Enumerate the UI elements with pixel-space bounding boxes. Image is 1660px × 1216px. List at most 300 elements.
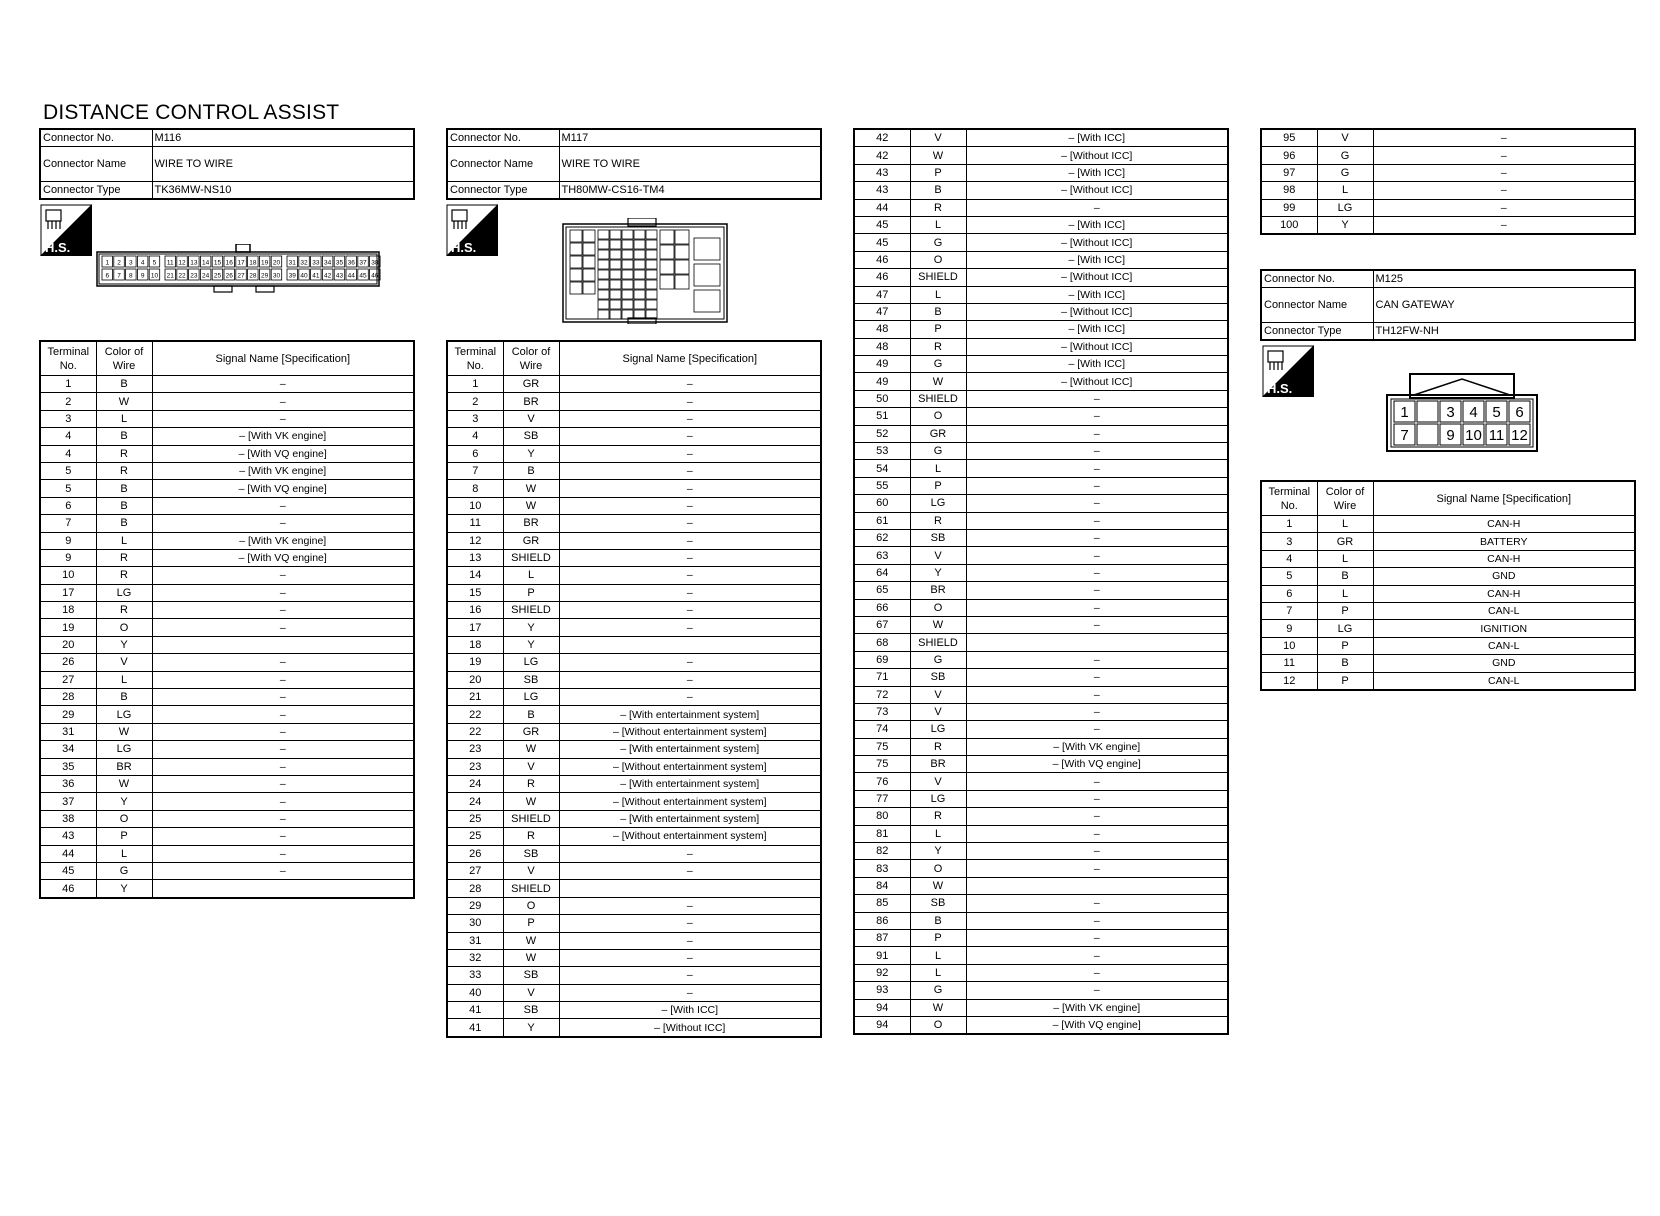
pin-number: 43 [335, 272, 344, 280]
table-row [854, 251, 1228, 268]
terminal-cell: 3 [40, 410, 96, 427]
signal-header: Signal Name [Specification] [152, 341, 414, 376]
signal-cell: – [966, 808, 1228, 825]
signal-cell [152, 880, 414, 898]
wire-color-cell: W [503, 793, 559, 810]
signal-cell: CAN-H [1373, 585, 1635, 602]
signal-cell: – [559, 410, 821, 427]
wire-color-cell: L [1317, 550, 1373, 567]
signal-cell: – [With VK engine] [152, 428, 414, 445]
table-row [854, 616, 1228, 633]
connector-no-label: Connector No. [40, 129, 152, 147]
terminal-cell: 7 [447, 462, 503, 479]
wire-color-cell: R [96, 462, 152, 479]
signal-cell: – [With ICC] [966, 251, 1228, 268]
signal-cell: – [152, 584, 414, 601]
table-row [854, 129, 1228, 147]
terminal-cell: 18 [40, 602, 96, 619]
table-row [447, 915, 821, 932]
wire-color-cell: Y [96, 793, 152, 810]
wire-color-cell: P [910, 477, 966, 494]
terminal-cell: 29 [40, 706, 96, 723]
wire-color-cell: P [1317, 602, 1373, 619]
color-header: Color of Wire [503, 341, 559, 376]
terminal-cell: 53 [854, 443, 910, 460]
wire-color-cell: R [910, 338, 966, 355]
signal-cell: GND [1373, 568, 1635, 585]
signal-cell: – [With ICC] [966, 164, 1228, 181]
wire-color-cell: V [910, 547, 966, 564]
terminal-cell: 19 [40, 619, 96, 636]
terminal-cell: 20 [40, 636, 96, 653]
color-header: Color of Wire [96, 341, 152, 376]
signal-cell: – [966, 773, 1228, 790]
terminal-cell: 94 [854, 1016, 910, 1034]
wire-color-cell: L [1317, 182, 1373, 199]
table-row [854, 773, 1228, 790]
table-row [854, 947, 1228, 964]
wire-color-cell: V [503, 862, 559, 879]
terminal-cell: 94 [854, 999, 910, 1016]
table-row [40, 775, 414, 792]
table-row [40, 619, 414, 636]
terminal-cell: 52 [854, 425, 910, 442]
table-row [854, 321, 1228, 338]
pin-number: 6 [105, 272, 110, 280]
terminal-cell: 23 [447, 758, 503, 775]
wire-color-cell: R [96, 602, 152, 619]
wire-color-cell: V [910, 773, 966, 790]
terminal-cell: 84 [854, 877, 910, 894]
terminal-cell: 73 [854, 703, 910, 720]
wire-color-cell: Y [503, 1019, 559, 1037]
signal-cell: – [With VQ engine] [966, 756, 1228, 773]
pin-number: 13 [190, 259, 198, 267]
terminal-cell: 9 [40, 532, 96, 549]
signal-cell: – [966, 651, 1228, 668]
wire-color-cell: SB [503, 845, 559, 862]
terminal-cell: 95 [1261, 129, 1317, 147]
terminal-cell: 6 [40, 497, 96, 514]
table-row [854, 373, 1228, 390]
signal-cell: – [966, 460, 1228, 477]
signal-cell: – [152, 602, 414, 619]
table-row [447, 515, 821, 532]
connector-pin [598, 300, 609, 309]
pin-number: 45 [359, 272, 367, 280]
terminal-cell: 44 [40, 845, 96, 862]
table-row [854, 303, 1228, 320]
terminal-cell: 74 [854, 721, 910, 738]
signal-cell: – [559, 862, 821, 879]
terminal-cell: 2 [447, 393, 503, 410]
wire-color-cell: G [1317, 164, 1373, 181]
terminal-cell: 4 [40, 428, 96, 445]
terminal-cell: 35 [40, 758, 96, 775]
signal-cell: – [With VQ engine] [966, 1016, 1228, 1034]
terminal-cell: 86 [854, 912, 910, 929]
table-row [40, 689, 414, 706]
terminal-cell: 34 [40, 741, 96, 758]
connector-type-value: TH80MW-CS16-TM4 [559, 182, 821, 200]
terminal-cell: 3 [447, 410, 503, 427]
connector-pin [634, 270, 645, 279]
pin-number: 19 [261, 259, 269, 267]
terminal-cell: 61 [854, 512, 910, 529]
connector-pin [646, 230, 657, 239]
m125-terminal-table [1260, 480, 1636, 691]
terminal-cell: 20 [447, 671, 503, 688]
connector-pin [660, 260, 674, 274]
signal-cell: – [With entertainment system] [559, 706, 821, 723]
wire-color-cell: B [1317, 655, 1373, 672]
table-row [447, 775, 821, 792]
wire-color-cell: SHIELD [503, 602, 559, 619]
table-row [1261, 585, 1635, 602]
connector-pin [622, 230, 633, 239]
terminal-cell: 13 [447, 549, 503, 566]
wire-color-cell: W [96, 775, 152, 792]
wire-color-cell: R [503, 775, 559, 792]
table-row [1261, 199, 1635, 216]
wire-color-cell: P [1317, 637, 1373, 654]
svg-text:H.S.: H.S. [1267, 381, 1293, 396]
signal-cell: – [152, 775, 414, 792]
signal-cell: – [966, 669, 1228, 686]
connector-pin [610, 300, 621, 309]
table-row [447, 828, 821, 845]
color-header: Color of Wire [1317, 481, 1373, 516]
wire-color-cell: L [910, 947, 966, 964]
signal-cell: – [966, 564, 1228, 581]
signal-cell: – [With VQ engine] [152, 445, 414, 462]
wire-color-cell: SHIELD [910, 269, 966, 286]
table-row [1261, 550, 1635, 567]
terminal-cell: 45 [40, 862, 96, 879]
signal-cell: – [Without ICC] [966, 303, 1228, 320]
table-row [1261, 655, 1635, 672]
table-row [1261, 147, 1635, 164]
wire-color-cell: Y [910, 843, 966, 860]
terminal-cell: 48 [854, 321, 910, 338]
m117-connector-face [562, 218, 728, 324]
wire-color-cell: BR [910, 756, 966, 773]
terminal-cell: 6 [1261, 585, 1317, 602]
wire-color-cell: SB [910, 895, 966, 912]
terminal-cell: 33 [447, 967, 503, 984]
terminal-cell: 3 [1261, 533, 1317, 550]
table-row [854, 929, 1228, 946]
connector-pin [646, 280, 657, 289]
wire-color-cell: B [96, 480, 152, 497]
connector-pin [598, 310, 609, 319]
wire-color-cell: W [503, 741, 559, 758]
pin-number: 39 [288, 272, 296, 280]
terminal-cell: 1 [40, 376, 96, 393]
wire-color-cell: BR [503, 515, 559, 532]
wire-color-cell: BR [503, 393, 559, 410]
pin-number: 26 [225, 272, 233, 280]
signal-cell: – [152, 793, 414, 810]
pin-number: 8 [129, 272, 133, 280]
connector-pin [622, 290, 633, 299]
table-row [40, 741, 414, 758]
pin-number: 3 [129, 259, 133, 267]
connector-pin [598, 250, 609, 259]
pin-number: 11 [1488, 427, 1505, 444]
connector-pin [634, 280, 645, 289]
table-row [854, 269, 1228, 286]
hs-harness-side-icon [446, 204, 498, 256]
signal-cell: BATTERY [1373, 533, 1635, 550]
table-row [1261, 672, 1635, 690]
signal-cell: – [With ICC] [966, 129, 1228, 147]
terminal-cell: 41 [447, 1019, 503, 1037]
terminal-cell: 62 [854, 529, 910, 546]
signal-cell: IGNITION [1373, 620, 1635, 637]
terminal-cell: 46 [854, 251, 910, 268]
signal-cell: – [With VQ engine] [152, 480, 414, 497]
wire-color-cell: L [1317, 516, 1373, 533]
terminal-cell: 12 [1261, 672, 1317, 690]
signal-cell: CAN-L [1373, 637, 1635, 654]
signal-cell: – [966, 703, 1228, 720]
pin-number: 33 [312, 259, 320, 267]
table-row [40, 880, 414, 898]
connector-pin [610, 260, 621, 269]
table-row [854, 234, 1228, 251]
pin-number: 28 [249, 272, 257, 280]
wire-color-cell: R [96, 567, 152, 584]
connector-type-label: Connector Type [1261, 323, 1373, 341]
wire-color-cell: P [503, 584, 559, 601]
connector-type-label: Connector Type [40, 182, 152, 200]
terminal-cell: 37 [40, 793, 96, 810]
wire-color-cell: L [96, 671, 152, 688]
wire-color-cell: R [910, 512, 966, 529]
table-row [447, 845, 821, 862]
table-row [447, 932, 821, 949]
table-row [1261, 216, 1635, 234]
connector-pin [583, 243, 595, 255]
pin-number: 42 [324, 272, 332, 280]
table-row [447, 567, 821, 584]
m117-terminal-table-continued-2 [1260, 128, 1636, 235]
terminal-cell: 75 [854, 756, 910, 773]
wire-color-cell: SHIELD [910, 634, 966, 651]
wire-color-cell: W [910, 373, 966, 390]
connector-pin [660, 230, 674, 244]
table-row [40, 428, 414, 445]
wire-color-cell: W [910, 877, 966, 894]
table-row [447, 880, 821, 897]
terminal-cell: 1 [1261, 516, 1317, 533]
terminal-cell: 92 [854, 964, 910, 981]
signal-cell: – [559, 897, 821, 914]
connector-pin [675, 275, 689, 289]
connector-pin [622, 260, 633, 269]
table-row [40, 515, 414, 532]
signal-cell: – [559, 584, 821, 601]
signal-cell: – [152, 723, 414, 740]
signal-cell: – [Without entertainment system] [559, 828, 821, 845]
terminal-cell: 5 [40, 480, 96, 497]
signal-cell: – [152, 845, 414, 862]
signal-cell: – [Without ICC] [966, 182, 1228, 199]
signal-cell: – [966, 599, 1228, 616]
signal-cell: – [559, 480, 821, 497]
terminal-cell: 25 [447, 828, 503, 845]
wire-color-cell: O [910, 408, 966, 425]
wire-color-cell: V [503, 410, 559, 427]
connector-pin [675, 260, 689, 274]
hs-harness-side-icon [40, 204, 92, 256]
terminal-cell: 21 [447, 689, 503, 706]
connector-no-label: Connector No. [447, 129, 559, 147]
table-row [40, 393, 414, 410]
table-row [854, 443, 1228, 460]
table-row [40, 497, 414, 514]
wire-color-cell: G [910, 982, 966, 999]
wire-color-cell: LG [503, 689, 559, 706]
table-row [447, 758, 821, 775]
connector-pin [622, 250, 633, 259]
wire-color-cell: GR [1317, 533, 1373, 550]
wire-color-cell: B [96, 497, 152, 514]
table-row [854, 756, 1228, 773]
connector-pin [570, 269, 582, 281]
wire-color-cell: B [96, 515, 152, 532]
terminal-cell: 24 [447, 775, 503, 792]
terminal-cell: 17 [40, 584, 96, 601]
signal-cell: – [152, 689, 414, 706]
signal-cell: – [966, 512, 1228, 529]
terminal-cell: 22 [447, 706, 503, 723]
signal-cell: – [559, 393, 821, 410]
pin-number: 32 [300, 259, 308, 267]
table-row [447, 636, 821, 653]
table-row [40, 845, 414, 862]
terminal-cell: 27 [447, 862, 503, 879]
signal-cell: – [559, 428, 821, 445]
signal-cell: – [Without ICC] [966, 269, 1228, 286]
signal-cell: – [With ICC] [559, 1002, 821, 1019]
terminal-cell: 42 [854, 147, 910, 164]
table-row [447, 445, 821, 462]
wire-color-cell: P [96, 828, 152, 845]
signal-cell: – [152, 567, 414, 584]
terminal-cell: 4 [40, 445, 96, 462]
table-row [854, 495, 1228, 512]
pin-number: 12 [178, 259, 186, 267]
signal-cell: – [152, 654, 414, 671]
wire-color-cell: O [96, 619, 152, 636]
terminal-cell: 40 [447, 984, 503, 1001]
wire-color-cell: Y [503, 636, 559, 653]
pin-number: 29 [261, 272, 269, 280]
signal-cell: – [Without entertainment system] [559, 758, 821, 775]
terminal-cell: 54 [854, 460, 910, 477]
wire-color-cell: L [1317, 585, 1373, 602]
pin-number: 4 [140, 259, 145, 267]
terminal-cell: 32 [447, 949, 503, 966]
pin-number: 17 [237, 259, 245, 267]
signal-cell: – [152, 410, 414, 427]
terminal-cell: 10 [1261, 637, 1317, 654]
terminal-cell: 15 [447, 584, 503, 601]
connector-pin [646, 300, 657, 309]
m116-connector-face [96, 244, 382, 296]
terminal-cell: 80 [854, 808, 910, 825]
terminal-header: Terminal No. [40, 341, 96, 376]
table-row [447, 480, 821, 497]
pin-number: 44 [347, 272, 355, 280]
terminal-cell: 82 [854, 843, 910, 860]
pin-number: 30 [272, 272, 281, 280]
signal-cell: – [966, 443, 1228, 460]
wire-color-cell: SHIELD [910, 390, 966, 407]
connector-no-value: M117 [559, 129, 821, 147]
terminal-cell: 96 [1261, 147, 1317, 164]
connector-pin [583, 256, 595, 268]
terminal-cell: 26 [447, 845, 503, 862]
signal-cell: – [559, 932, 821, 949]
table-row [447, 393, 821, 410]
table-row [854, 199, 1228, 216]
terminal-cell: 7 [40, 515, 96, 532]
pin-number: 12 [1511, 427, 1528, 444]
pin-number: 10 [150, 272, 159, 280]
connector-type-label: Connector Type [447, 182, 559, 200]
table-row [1261, 164, 1635, 181]
signal-cell: – [With ICC] [966, 286, 1228, 303]
table-row [1261, 129, 1635, 147]
wire-color-cell: R [910, 808, 966, 825]
connector-no-value: M116 [152, 129, 414, 147]
terminal-cell: 5 [1261, 568, 1317, 585]
terminal-cell: 16 [447, 602, 503, 619]
wire-color-cell: L [910, 286, 966, 303]
terminal-cell: 45 [854, 234, 910, 251]
connector-pin [570, 256, 582, 268]
terminal-cell: 36 [40, 775, 96, 792]
table-row [447, 462, 821, 479]
pin-number: 20 [272, 259, 281, 267]
table-row [40, 828, 414, 845]
signal-cell: CAN-L [1373, 602, 1635, 619]
wire-color-cell: G [910, 651, 966, 668]
pin-number: 25 [213, 272, 222, 280]
table-row [40, 793, 414, 810]
table-row [854, 634, 1228, 651]
terminal-cell: 66 [854, 599, 910, 616]
terminal-header: Terminal No. [1261, 481, 1317, 516]
terminal-cell: 12 [447, 532, 503, 549]
wire-color-cell: LG [910, 495, 966, 512]
wire-color-cell: GR [503, 376, 559, 393]
terminal-cell: 28 [447, 880, 503, 897]
table-row [447, 532, 821, 549]
wire-color-cell: SB [503, 428, 559, 445]
connector-pin [610, 280, 621, 289]
terminal-cell: 38 [40, 810, 96, 827]
table-row [447, 549, 821, 566]
signal-cell: – [152, 393, 414, 410]
signal-cell: – [152, 515, 414, 532]
pin-number: 9 [140, 272, 145, 280]
table-row [447, 584, 821, 601]
terminal-cell: 41 [447, 1002, 503, 1019]
